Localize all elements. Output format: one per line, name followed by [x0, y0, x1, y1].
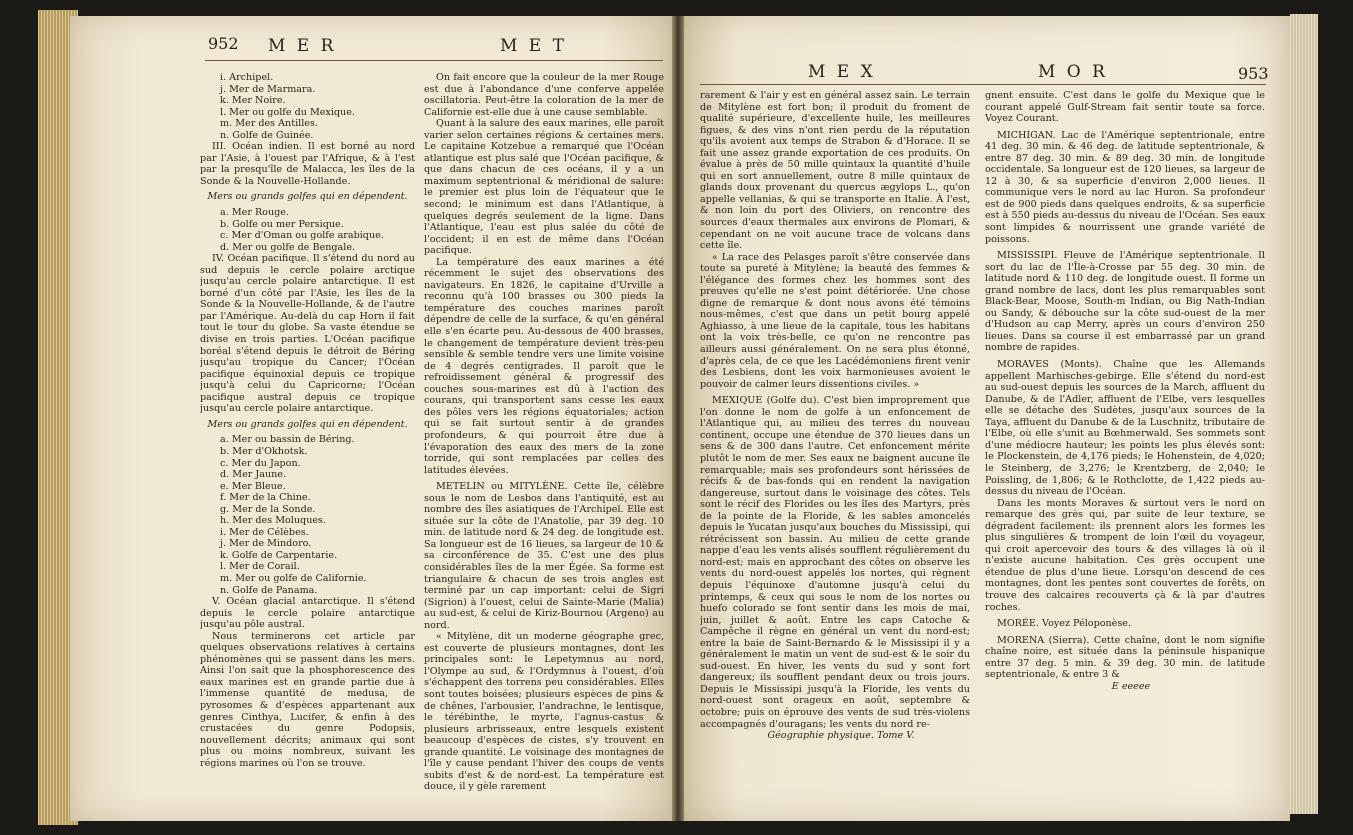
page-signature: E eeeee: [1111, 680, 1151, 692]
page-signature: Géographie physique. Tome V.: [767, 730, 915, 742]
list-item: j. Mer de Mindoro.: [220, 538, 312, 550]
list-item: j. Mer de Marmara.: [220, 83, 316, 95]
list-item: n. Golfe de Panama.: [220, 584, 318, 596]
paragraph: IV. Océan pacifique. Il s'étend du nord au sud depuis le cercle polaire arctique jusqu'au cercle polaire antarctique. Il est borné d'un côté par l'Asie, les îles de la Sonde & la Nouvelle-Hollande, & de l'autre par l'Amérique. Au-delà du cap Horn il fait tout le tour du globe. Sa vaste étendue se divise en trois parties. L'Océan pacifique boréal s'étend depuis le détroit de Béring jusqu'au tropique du Cancer; l'Océan pacifique équinoxial depuis ce tropique jusqu'à celui du Capricorne; l'Océan pacifique austral depuis ce tropique jusqu'au cercle polaire antarctique.: [200, 253, 415, 415]
list-item: i. Archipel.: [220, 72, 274, 83]
list-item: b. Mer d'Okhotsk.: [220, 445, 308, 457]
list-item: m. Mer des Antilles.: [220, 118, 318, 130]
list-item: m. Mer ou golfe de Californie.: [220, 572, 367, 584]
right-header-rule: [700, 84, 1266, 85]
paragraph: V. Océan glacial antarctique. Il s'étend depuis le cercle polaire antarctique jusqu'au pôle austral.: [200, 596, 415, 631]
list-item: c. Mer du Japon.: [220, 457, 301, 469]
paragraph: METELIN ou MITYLÈNE. Cette île, célèbre sous le nom de Lesbos dans l'antiquité, est au nombre des îles asiatiques de l'Archipel. Elle est située sur la côte de l'Anatolie, par 39 deg. 10 min. de latitude nord & 24 deg. de longitude est. Sa longueur est de 16 lieues, sa largeur de 10 & sa circonférence de 35. C'est une des plus considérables îles de la mer Égée. Sa forme est triangulaire & chacun de ses trois angles est terminé par un cap important: celui de Sigri (Sigrion) à l'ouest, celui de Sainte-Marie (Malia) au sud-est, & celui de Kiriz-Bournou (Argeno) au nord.: [424, 481, 664, 631]
paragraph: gnent ensuite. C'est dans le golfe du Mexique que le courant appelé Gulf-Stream fait sentir toute sa force. Voyez Courant.: [985, 90, 1265, 125]
list-item: a. Mer Rouge.: [220, 207, 290, 219]
list-item: h. Mer des Moluques.: [220, 515, 327, 527]
paragraph: On fait encore que la couleur de la mer Rouge est due à l'abondance d'une conferve appelée oscillatoria. Peut-être la coloration de la mer de Californie est-elle due à une cause semblable.: [424, 72, 664, 118]
list-item: c. Mer d'Oman ou golfe arabique.: [220, 230, 384, 242]
list-item: b. Golfe ou mer Persique.: [220, 218, 344, 230]
right-column-2: [985, 90, 1265, 790]
left-running-head-1: M E R: [268, 36, 337, 56]
list-item: l. Mer de Corail.: [220, 561, 300, 573]
list-item: n. Golfe de Guinée.: [220, 129, 314, 141]
book-gutter: [672, 16, 684, 821]
list-item: g. Mer de la Sonde.: [220, 503, 316, 515]
list-item: a. Mer ou bassin de Béring.: [220, 434, 355, 446]
list-item: k. Golfe de Carpentarie.: [220, 549, 338, 561]
paragraph: La température des eaux marines a été récemment le sujet des observations des navigateurs. En 1826, le capitaine d'Urville a reconnu qu'à 100 brasses ou 300 pieds la température des couches marines paroît dépendre de celle de la surface, & qu'en général elle s'en écarte peu. Au-dessous de 400 brasses, le changement de température devient très-peu sensible & semble tendre vers une limite voisine de 4 degrés centigrades. Il paroît que le refroidissement général & progressif des couches sous-marines est dû à l'action des courans, qui transportent sans cesse les eaux des pôles vers les régions équatoriales; action qui se fait surtout sentir à de grandes profondeurs, & qui pourroit être due à l'évaporation des eaux des mers de la zone torride, qui sont remplacées par celles des latitudes élevées.: [424, 256, 664, 476]
left-column-1: [200, 72, 415, 792]
paragraph: « La race des Pelasges paroît s'être conservée dans toute sa pureté à Mitylène; la beauté des femmes & l'élégance des formes chez les hommes sont des preuves qu'elle ne s'est point détériorée. Une chose digne de remarque & dont nous avons été témoins nous-mêmes, c'est que dans un petit bourg appelé Aghiasso, à une lieue de la capitale, tous les habitans ont la voix très-belle, ce qu'on ne rencontre pas ailleurs aussi généralement. On ne sera plus étonné, d'après cela, de ce que les Lacédémoniens firent venir des Lesbiens, dont les voix harmonieuses avoient le pouvoir de calmer leurs dissentions civiles. »: [700, 251, 970, 390]
section-subheading: Mers ou grands golfes qui en dépendent.: [207, 191, 408, 203]
list-item: l. Mer ou golfe du Mexique.: [220, 106, 355, 118]
paragraph: MICHIGAN. Lac de l'Amérique septentrionale, entre 41 deg. 30 min. & 46 deg. de latitude septentrionale, & entre 87 deg. 30 min. & 89 deg. 30 min. de longitude occidentale. Sa longueur est de 120 lieues, sa largeur de 12 à 30, & sa superficie d'environ 2,000 lieues. Il communique vers le nord au lac Huron. Sa profondeur est de 900 pieds dans quelques endroits, & sa superficie est à 550 pieds au-dessus du niveau de l'Océan. Ses eaux sont limpides & nourrissent une grande variété de poissons.: [985, 129, 1265, 245]
paragraph: Quant à la salure des eaux marines, elle paroît varier selon certaines régions & certaines mers. Le capitaine Kotzebue a remarqué que l'Océan atlantique est plus salé que l'Océan pacifique, & que dans chacun de ces océans, il y a un maximum septentrional & méridional de salure: le premier est plus loin de l'équateur que le second; le minimum est dans l'Atlantique, à quelques degrés seulement de la ligne. Dans l'Atlantique, l'eau est plus salée du côté de l'occident; il en est de même dans l'Océan pacifique.: [424, 118, 664, 257]
left-header-rule: [205, 60, 663, 61]
paragraph: III. Océan indien. Il est borné au nord par l'Asie, à l'ouest par l'Afrique, & à l'est par la presqu'île de Malacca, les îles de la Sonde & la Nouvelle-Hollande.: [200, 141, 415, 187]
list-item: d. Mer Jaune.: [220, 469, 287, 481]
book-page-edges-right: [1290, 14, 1318, 814]
paragraph: MORENA (Sierra). Cette chaîne, dont le nom signifie chaîne noire, est située dans la péninsule hispanique entre 37 deg. 5 min. & 39 deg. 30 min. de latitude septentrionale, & entre 3 &: [985, 634, 1265, 681]
paragraph: Nous terminerons cet article par quelques observations relatives à certains phénomènes qui se passent dans les mers. Ainsi l'on sait que la phosphorescence des eaux marines est en grande partie due à l'immense quantité de medusa, de pyrosomes & d'espèces appartenant aux genres Cinthya, Lucifer, & enfin à des crustacées du genre Podopsis, nouvellement décrits; animaux qui sont plus ou moins nombreux, suivant les régions marines où l'on se trouve.: [200, 630, 415, 769]
list-item: i. Mer de Célèbes.: [220, 526, 309, 538]
left-running-head-2: M E T: [500, 36, 567, 56]
left-page-number: 952: [208, 34, 239, 53]
paragraph: MORAVES (Monts). Chaîne que les Allemands appellent Marhisches-gebirge. Elle s'étend du nord-est au sud-ouest depuis les sources de la March, affluent du Danube, & de l'Adler, affluent de l'Elbe, vers lesquelles elle se détache des Sudètes, jusqu'aux sources de la Taya, affluent du Danube & de la Luschnitz, tributaire de l'Elbe, où elle s'unit au Bœhmerwald. Ses sommets sont d'une médiocre hauteur; les points les plus élevés sont: le Plockenstein, de 4,176 pieds; le Hohenstein, de 4,020; le Steinberg, de 3,276; le Krentzberg, de 2,040; le Poissling, de 1,806; & le Rothclotte, de 1,422 pieds au-dessus du niveau de l'Océan.: [985, 359, 1265, 498]
paragraph: Dans les monts Moraves & surtout vers le nord on remarque des grès qui, par suite de leur texture, se dégradent facilement: ils prennent alors les formes les plus singulières & trompent de loin l'œil du voyageur, qui croit apercevoir des tours & des villages là où il n'existe aucune habitation. Ces grès occupent une étendue de plus d'une lieue. Lorsqu'on descend de ces montagnes, dont les pentes sont couvertes de forêts, on trouve des calcaires recouverts çà & là par d'autres roches.: [985, 497, 1265, 613]
list-item: k. Mer Noire.: [220, 95, 286, 107]
right-running-head-1: M E X: [808, 62, 876, 82]
list-item: e. Mer Bleue.: [220, 480, 286, 492]
right-running-head-2: M O R: [1038, 62, 1108, 82]
paragraph: « Mitylène, dit un moderne géographe grec, est couverte de plusieurs montagnes, dont les principales sont: le Lepetymnus au nord, l'Olympe au sud, & l'Ordymnus à l'ouest, d'où s'échappent des torrens peu considérables. Elles sont toutes boisées; plusieurs espèces de pins & de chênes, l'arbousier, l'andrachne, le lentisque, le térébinthe, le myrte, l'agnus-castus & plusieurs arbrisseaux, entre lesquels existent beaucoup d'espèces de cistes, s'y trouvent en grande quantité. Le voisinage des montagnes de l'île y cause pendant l'hiver des coups de vents subits d'est & de nord-est. La température est douce, il y gèle rarement: [424, 631, 664, 792]
list-item: d. Mer ou golfe de Bengale.: [220, 241, 356, 253]
section-subheading: Mers ou grands golfes qui en dépendent.: [207, 418, 408, 430]
left-column-2: [424, 72, 664, 792]
paragraph: MISSISSIPI. Fleuve de l'Amérique septentrionale. Il sort du lac de l'Île-à-Crosse par 55 deg. 30 min. de latitude nord & 110 deg. de longitude ouest. Il forme un grand nombre de lacs, dont les plus remarquables sont Black-Bear, Moose, South-m Indian, ou Big Nath-Indian ou Sandy, & débouche sur la côte sud-ouest de la mer d'Hudson au cap Merry, après un cours d'environ 250 lieues. Dans sa course il est embarrassé par un grand nombre de rapides.: [985, 250, 1265, 354]
paragraph: rarement & l'air y est en général assez sain. Le terrain de Mitylène est fort bon; il produit du froment de qualité supérieure, d'excellente huile, les meilleures figues, & des vins n'ont rien perdu de la réputation qu'ils avoient aux temps de Strabon & d'Horace. Il se fait une assez grande exportation de ces produits. On évalue à près de 50 mille quintaux la quantité d'huile qui en sort annuellement, outre 8 mille quintaux de glands doux provenant du quercus ægylops L., qu'on appelle vellanias, & qui se transporte en Italie. À l'est, & non loin du port des Oliviers, on rencontre des sources d'eaux thermales aux environs de Plomari, & cependant on ne voit aucune trace de volcans dans cette île.: [700, 90, 970, 252]
list-item: f. Mer de la Chine.: [220, 492, 311, 504]
paragraph: MORÉE. Voyez Péloponèse.: [997, 618, 1132, 630]
paragraph: MEXIQUE (Golfe du). C'est bien improprement que l'on donne le nom de golfe à un enfoncement de l'Atlantique qui, au milieu des terres du nouveau continent, occupe une étendue de 370 lieues dans un sens & de 300 dans l'autre. Cet enfoncement mérite plutôt le nom de mer. Ses eaux ne baignent aucune île remarquable; mais ses profondeurs sont hérissées de récifs & de bas-fonds qui en rendent la navigation dangereuse, surtout dans le voisinage des côtes. Tels sont le récif des Florides ou les îles des Martyrs, près de la pointe de la Floride, & les sables amoncelés depuis le Yucatan jusqu'aux bouches du Mississipi, qui rétrécissent son bassin. Au milieu de cette grande nappe d'eau les vents alisés soufflent régulièrement du nord-est; mais en approchant des côtes on observe les vents du nord-ouest appelés los nortes, qui règnent depuis l'équinoxe d'automne jusqu'à celui du printemps, & ceux qui sous le nom de los nortes ou huefo colorado se font sentir dans les mois de mai, juin, juillet & août. Entre les caps Catoche & Campêche il règne en général un vent du nord-est; entre la baie de Saint-Bernardo & le Mississipi il y a généralement le matin un vent de sud-est & le soir du sud-ouest. En hiver, les vents du sud y sont fort dangereux; ils soufflent pendant deux ou trois jours. Depuis le Mississipi jusqu'à la Floride, les vents du nord-ouest sont orageux en août, septembre & octobre; puis on éprouve des vents de sud très-violens accompagnés d'ouragans; les vents du nord re-: [700, 395, 970, 730]
right-page-number: 953: [1238, 64, 1269, 83]
right-column-1: [700, 90, 970, 790]
